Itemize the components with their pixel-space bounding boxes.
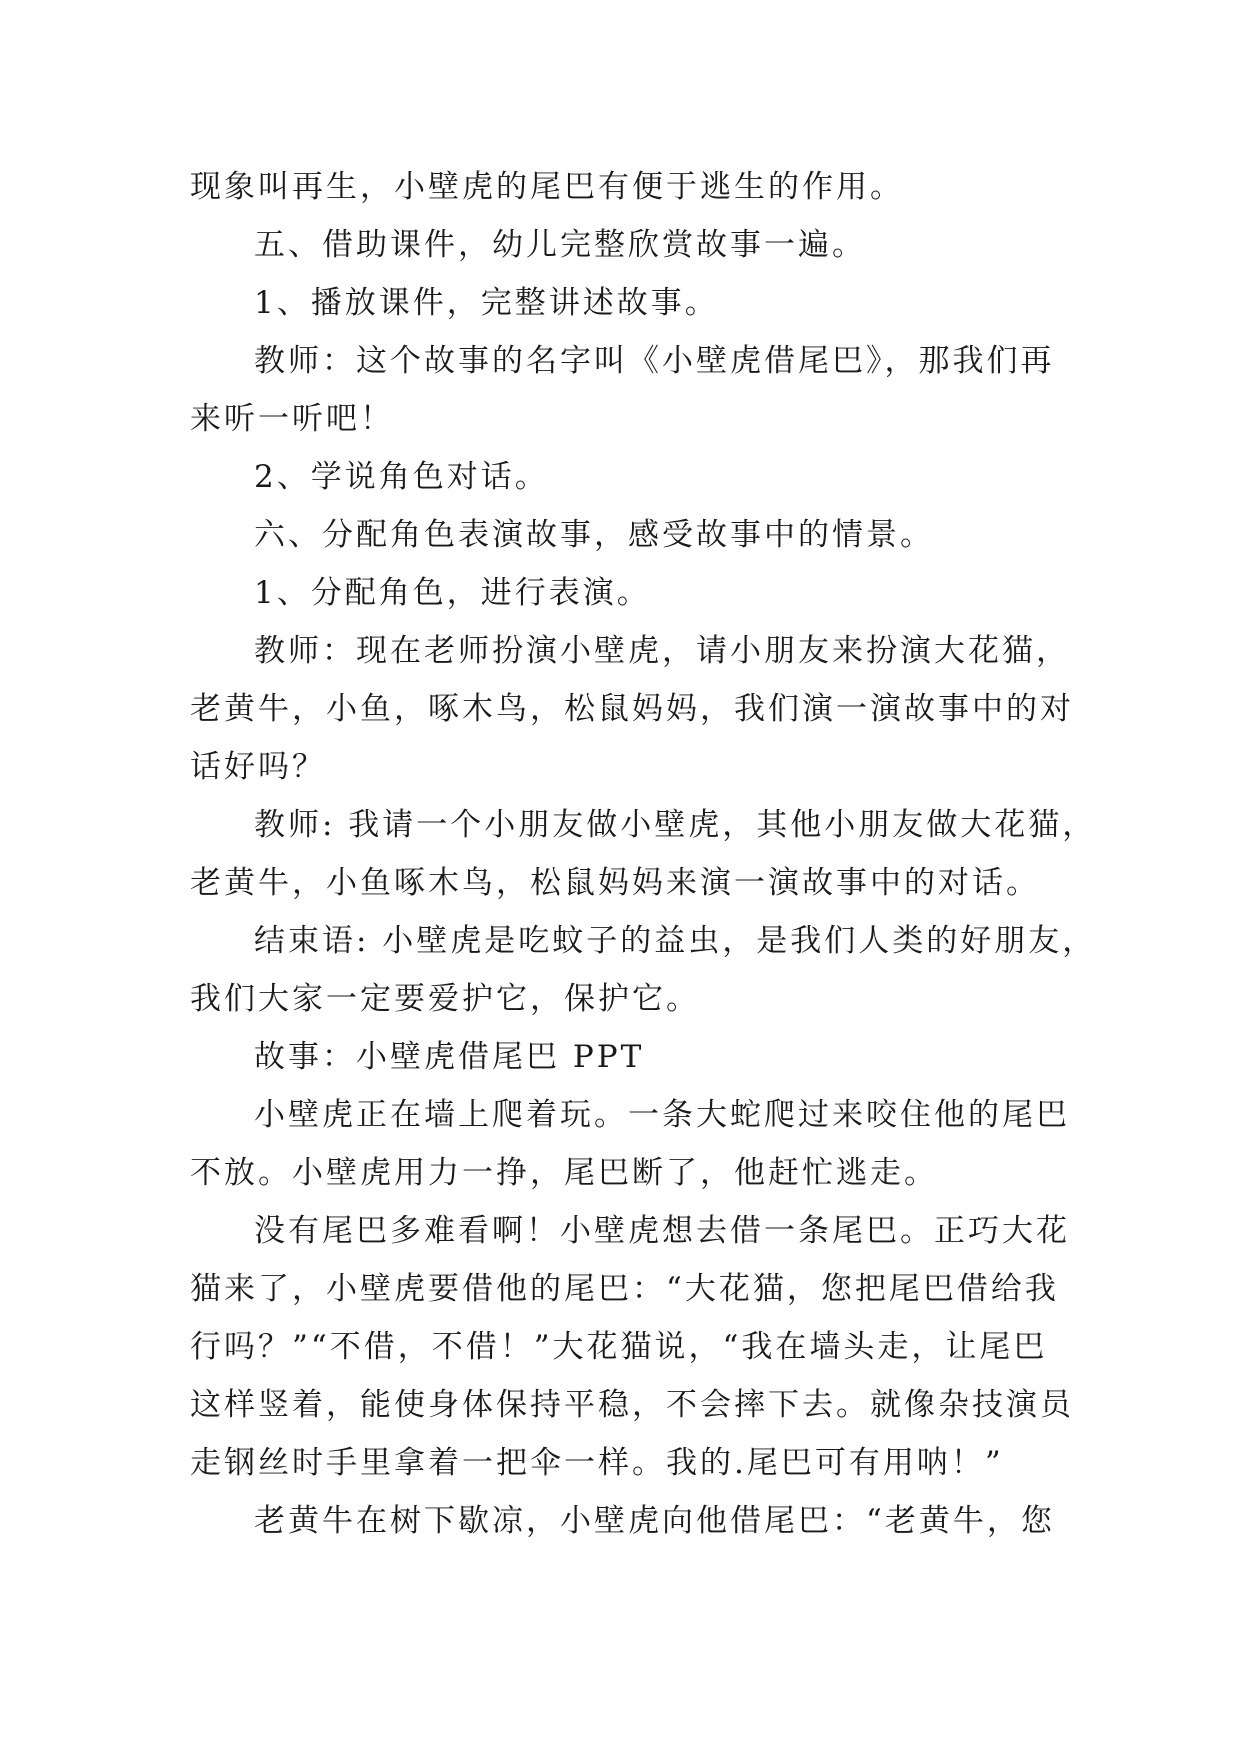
- text-line: 结束语: 小壁虎是吃蚊子的益虫，是我们人类的好朋友，: [254, 923, 1097, 959]
- text-line: 话好吗？: [190, 749, 326, 785]
- text-line: 教师: 我请一个小朋友做小壁虎，其他小朋友做大花猫，: [254, 807, 1097, 843]
- text-line: 老黄牛，小鱼，啄木鸟，松鼠妈妈，我们演一演故事中的对: [190, 691, 1074, 727]
- text-line: 教师：现在老师扮演小壁虎，请小朋友来扮演大花猫，: [254, 633, 1070, 669]
- text-line: 现象叫再生，小壁虎的尾巴有便于逃生的作用。: [190, 169, 904, 205]
- text-line: 小壁虎正在墙上爬着玩。一条大蛇爬过来咬住他的尾巴: [254, 1097, 1070, 1133]
- document-body: [190, 158, 1097, 1550]
- text-line: 1、分配角色，进行表演。: [254, 575, 651, 611]
- text-line: 老黄牛，小鱼啄木鸟，松鼠妈妈来演一演故事中的对话。: [190, 865, 1040, 901]
- text-line: 猫来了，小壁虎要借他的尾巴：“大花猫，您把尾巴借给我: [190, 1271, 1059, 1307]
- text-line: 五、借助课件，幼儿完整欣赏故事一遍。: [254, 227, 866, 263]
- text-line: 故事：小壁虎借尾巴 PPT: [254, 1039, 645, 1075]
- text-line: 2、学说角色对话。: [254, 459, 549, 495]
- text-line: 这样竖着，能使身体保持平稳，不会摔下去。就像杂技演员: [190, 1387, 1074, 1423]
- text-line: 走钢丝时手里拿着一把伞一样。我的.尾巴可有用呐！”: [190, 1445, 1004, 1481]
- text-line: 1、播放课件，完整讲述故事。: [254, 285, 719, 321]
- text-line: 行吗？”“不借，不借！”大花猫说，“我在墙头走，让尾巴: [190, 1329, 1048, 1365]
- text-line: 教师：这个故事的名字叫《小壁虎借尾巴》，那我们再: [254, 343, 1055, 379]
- text-line: 六、分配角色表演故事，感受故事中的情景。: [254, 517, 934, 553]
- text-line: 来听一听吧！: [190, 401, 394, 437]
- text-line: 没有尾巴多难看啊！小壁虎想去借一条尾巴。正巧大花: [254, 1213, 1070, 1249]
- text-line: 不放。小壁虎用力一挣，尾巴断了，他赶忙逃走。: [190, 1155, 938, 1191]
- text-line: 老黄牛在树下歇凉，小壁虎向他借尾巴：“老黄牛，您: [254, 1503, 1055, 1539]
- text-line: 我们大家一定要爱护它，保护它。: [190, 981, 700, 1017]
